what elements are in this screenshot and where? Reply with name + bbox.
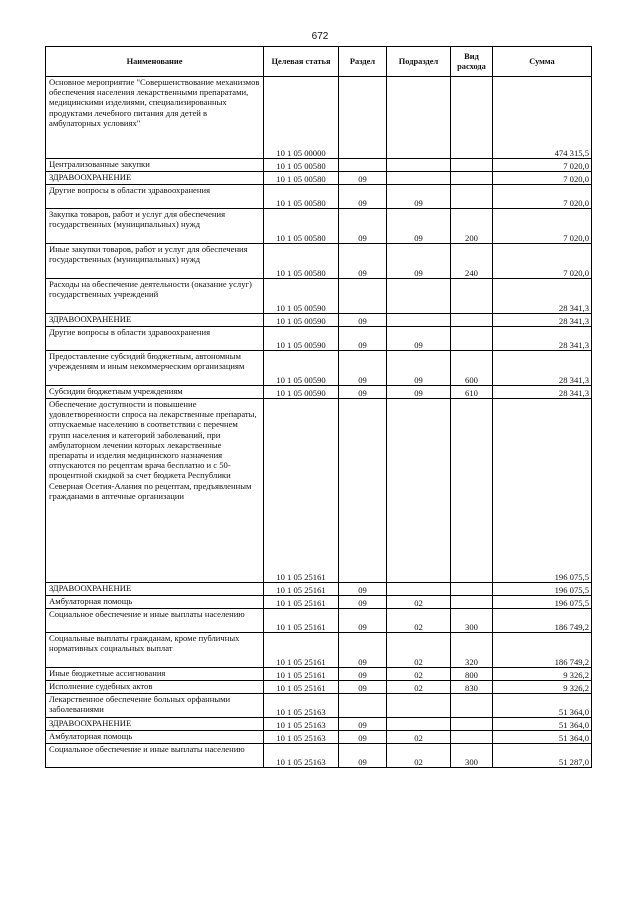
row-subsection: [387, 172, 451, 185]
row-type: [451, 314, 493, 327]
row-article: 10 1 05 25161: [264, 399, 339, 583]
row-subsection: 09: [387, 386, 451, 399]
table-row: [46, 185, 592, 209]
table-row: [46, 633, 592, 668]
row-article: 10 1 05 25161: [264, 609, 339, 633]
row-article: 10 1 05 25163: [264, 731, 339, 744]
table-header-row: [46, 47, 592, 77]
row-type: [451, 694, 493, 718]
row-type: [451, 159, 493, 172]
table-row: [46, 77, 592, 159]
row-sum: 196 075,5: [493, 583, 592, 596]
row-type: 240: [451, 244, 493, 279]
header-type: Вид расхода: [451, 47, 493, 77]
row-sum: 28 341,3: [493, 327, 592, 351]
budget-table: [45, 46, 592, 768]
table-row: [46, 351, 592, 386]
row-subsection: 09: [387, 244, 451, 279]
row-subsection: 02: [387, 681, 451, 694]
row-sum: 186 749,2: [493, 609, 592, 633]
row-section: 09: [339, 172, 387, 185]
row-sum: 7 020,0: [493, 209, 592, 244]
row-section: [339, 694, 387, 718]
row-article: 10 1 05 00580: [264, 244, 339, 279]
row-article: 10 1 05 25161: [264, 681, 339, 694]
row-subsection: 02: [387, 731, 451, 744]
row-article: 10 1 05 25163: [264, 694, 339, 718]
row-article: 10 1 05 00580: [264, 172, 339, 185]
row-name: ЗДРАВООХРАНЕНИЕ: [46, 314, 264, 327]
row-article: 10 1 05 25163: [264, 744, 339, 768]
row-article: 10 1 05 25161: [264, 633, 339, 668]
row-section: 09: [339, 351, 387, 386]
row-article: 10 1 05 00590: [264, 327, 339, 351]
row-name: Социальное обеспечение и иные выплаты населению: [46, 609, 264, 633]
table-row: [46, 681, 592, 694]
table-row: [46, 327, 592, 351]
row-article: 10 1 05 00580: [264, 159, 339, 172]
row-subsection: 09: [387, 351, 451, 386]
row-subsection: [387, 694, 451, 718]
row-subsection: 09: [387, 209, 451, 244]
row-type: [451, 596, 493, 609]
row-name: Социальное обеспечение и иные выплаты населению: [46, 744, 264, 768]
row-type: [451, 185, 493, 209]
row-section: [339, 279, 387, 314]
row-section: 09: [339, 185, 387, 209]
header-sum: Сумма: [493, 47, 592, 77]
header-article: Целевая статья: [264, 47, 339, 77]
row-section: 09: [339, 596, 387, 609]
table-row: [46, 718, 592, 731]
row-section: 09: [339, 731, 387, 744]
row-name: Закупка товаров, работ и услуг для обеспечения государственных (муниципальных) нужд: [46, 209, 264, 244]
row-section: 09: [339, 583, 387, 596]
header-name: Наименование: [46, 47, 264, 77]
row-section: 09: [339, 244, 387, 279]
row-subsection: 09: [387, 185, 451, 209]
row-type: 300: [451, 744, 493, 768]
row-section: 09: [339, 633, 387, 668]
row-article: 10 1 05 00590: [264, 314, 339, 327]
row-sum: 7 020,0: [493, 185, 592, 209]
row-subsection: [387, 583, 451, 596]
row-subsection: 09: [387, 327, 451, 351]
header-subsection: Подраздел: [387, 47, 451, 77]
row-sum: 7 020,0: [493, 172, 592, 185]
row-sum: 196 075,5: [493, 399, 592, 583]
row-sum: 7 020,0: [493, 244, 592, 279]
row-section: 09: [339, 744, 387, 768]
row-type: [451, 399, 493, 583]
table-row: [46, 209, 592, 244]
row-section: [339, 77, 387, 159]
row-type: 200: [451, 209, 493, 244]
row-subsection: 02: [387, 609, 451, 633]
row-type: 300: [451, 609, 493, 633]
row-sum: 196 075,5: [493, 596, 592, 609]
row-name: Централизованные закупки: [46, 159, 264, 172]
row-subsection: [387, 77, 451, 159]
row-sum: 51 364,0: [493, 694, 592, 718]
row-name: Исполнение судебных актов: [46, 681, 264, 694]
row-sum: 28 341,3: [493, 351, 592, 386]
row-section: 09: [339, 314, 387, 327]
row-article: 10 1 05 00000: [264, 77, 339, 159]
row-section: 09: [339, 718, 387, 731]
row-name: Другие вопросы в области здравоохранения: [46, 185, 264, 209]
row-section: [339, 159, 387, 172]
row-name: Амбулаторная помощь: [46, 731, 264, 744]
header-section: Раздел: [339, 47, 387, 77]
row-sum: 9 326,2: [493, 668, 592, 681]
row-type: [451, 718, 493, 731]
row-name: Предоставление субсидий бюджетным, автономным учреждениям и иным некоммерческим организациям: [46, 351, 264, 386]
row-subsection: 02: [387, 744, 451, 768]
row-article: 10 1 05 25161: [264, 668, 339, 681]
row-type: [451, 279, 493, 314]
table-row: [46, 744, 592, 768]
table-row: [46, 279, 592, 314]
page-number: 672: [311, 31, 329, 42]
row-subsection: [387, 314, 451, 327]
row-sum: 9 326,2: [493, 681, 592, 694]
row-section: 09: [339, 327, 387, 351]
table-row: [46, 609, 592, 633]
row-type: 610: [451, 386, 493, 399]
table-row: [46, 668, 592, 681]
row-subsection: [387, 399, 451, 583]
row-section: 09: [339, 609, 387, 633]
row-name: Лекарственное обеспечение больных орфанными заболеваниями: [46, 694, 264, 718]
row-article: 10 1 05 00580: [264, 185, 339, 209]
row-name: Иные бюджетные ассигнования: [46, 668, 264, 681]
table-row: [46, 314, 592, 327]
row-sum: 474 315,5: [493, 77, 592, 159]
row-name: Социальные выплаты гражданам, кроме публичных нормативных социальных выплат: [46, 633, 264, 668]
row-sum: 28 341,3: [493, 279, 592, 314]
row-section: 09: [339, 681, 387, 694]
table-row: [46, 694, 592, 718]
row-article: 10 1 05 00590: [264, 351, 339, 386]
row-article: 10 1 05 00580: [264, 209, 339, 244]
row-sum: 51 364,0: [493, 731, 592, 744]
table-row: [46, 386, 592, 399]
row-name: ЗДРАВООХРАНЕНИЕ: [46, 172, 264, 185]
row-type: [451, 172, 493, 185]
row-article: 10 1 05 25161: [264, 596, 339, 609]
row-name: Основное мероприятие "Совершенствование механизмов обеспечения населения лекарственными препаратами, медицинскими изделиями, специализированных продуктами лечебного питания для детей в амбулаторных условиях": [46, 77, 264, 159]
row-subsection: [387, 279, 451, 314]
row-type: [451, 731, 493, 744]
row-type: 600: [451, 351, 493, 386]
table-row: [46, 399, 592, 583]
row-section: 09: [339, 386, 387, 399]
table-row: [46, 159, 592, 172]
row-sum: 51 287,0: [493, 744, 592, 768]
row-article: 10 1 05 00590: [264, 386, 339, 399]
row-type: 800: [451, 668, 493, 681]
row-article: 10 1 05 25163: [264, 718, 339, 731]
row-name: ЗДРАВООХРАНЕНИЕ: [46, 583, 264, 596]
table-row: [46, 583, 592, 596]
row-name: ЗДРАВООХРАНЕНИЕ: [46, 718, 264, 731]
table-body: [46, 77, 592, 768]
row-sum: 7 020,0: [493, 159, 592, 172]
row-subsection: 02: [387, 668, 451, 681]
row-type: [451, 77, 493, 159]
row-name: Другие вопросы в области здравоохранения: [46, 327, 264, 351]
row-subsection: 02: [387, 633, 451, 668]
row-sum: 51 364,0: [493, 718, 592, 731]
row-name: Субсидии бюджетным учреждениям: [46, 386, 264, 399]
row-subsection: [387, 159, 451, 172]
row-sum: 28 341,3: [493, 386, 592, 399]
row-type: 320: [451, 633, 493, 668]
row-subsection: [387, 718, 451, 731]
table-row: [46, 731, 592, 744]
row-type: 830: [451, 681, 493, 694]
row-subsection: 02: [387, 596, 451, 609]
row-section: 09: [339, 668, 387, 681]
row-sum: 186 749,2: [493, 633, 592, 668]
table-row: [46, 596, 592, 609]
row-section: 09: [339, 209, 387, 244]
table-row: [46, 172, 592, 185]
row-article: 10 1 05 00590: [264, 279, 339, 314]
row-type: [451, 583, 493, 596]
row-name: Иные закупки товаров, работ и услуг для обеспечения государственных (муниципальных) нужд: [46, 244, 264, 279]
row-section: [339, 399, 387, 583]
row-name: Амбулаторная помощь: [46, 596, 264, 609]
row-article: 10 1 05 25161: [264, 583, 339, 596]
row-name: Обеспечение доступности и повышение удовлетворенности спроса на лекарственные препараты, отпускаемые населению в соответствии с перечнем групп населения и категорий заболеваний, при амбулаторном лечении которых лекарственные препараты и изделия медицинского назначения отпускаются по рецептам врача бесплатно и с 50-процентной скидкой за счет бюджета Республики Северная Осетия-Алания по рецептам, предъявленным гражданами в аптечные организации: [46, 399, 264, 583]
row-type: [451, 327, 493, 351]
table-row: [46, 244, 592, 279]
row-name: Расходы на обеспечение деятельности (оказание услуг) государственных учреждений: [46, 279, 264, 314]
row-sum: 28 341,3: [493, 314, 592, 327]
